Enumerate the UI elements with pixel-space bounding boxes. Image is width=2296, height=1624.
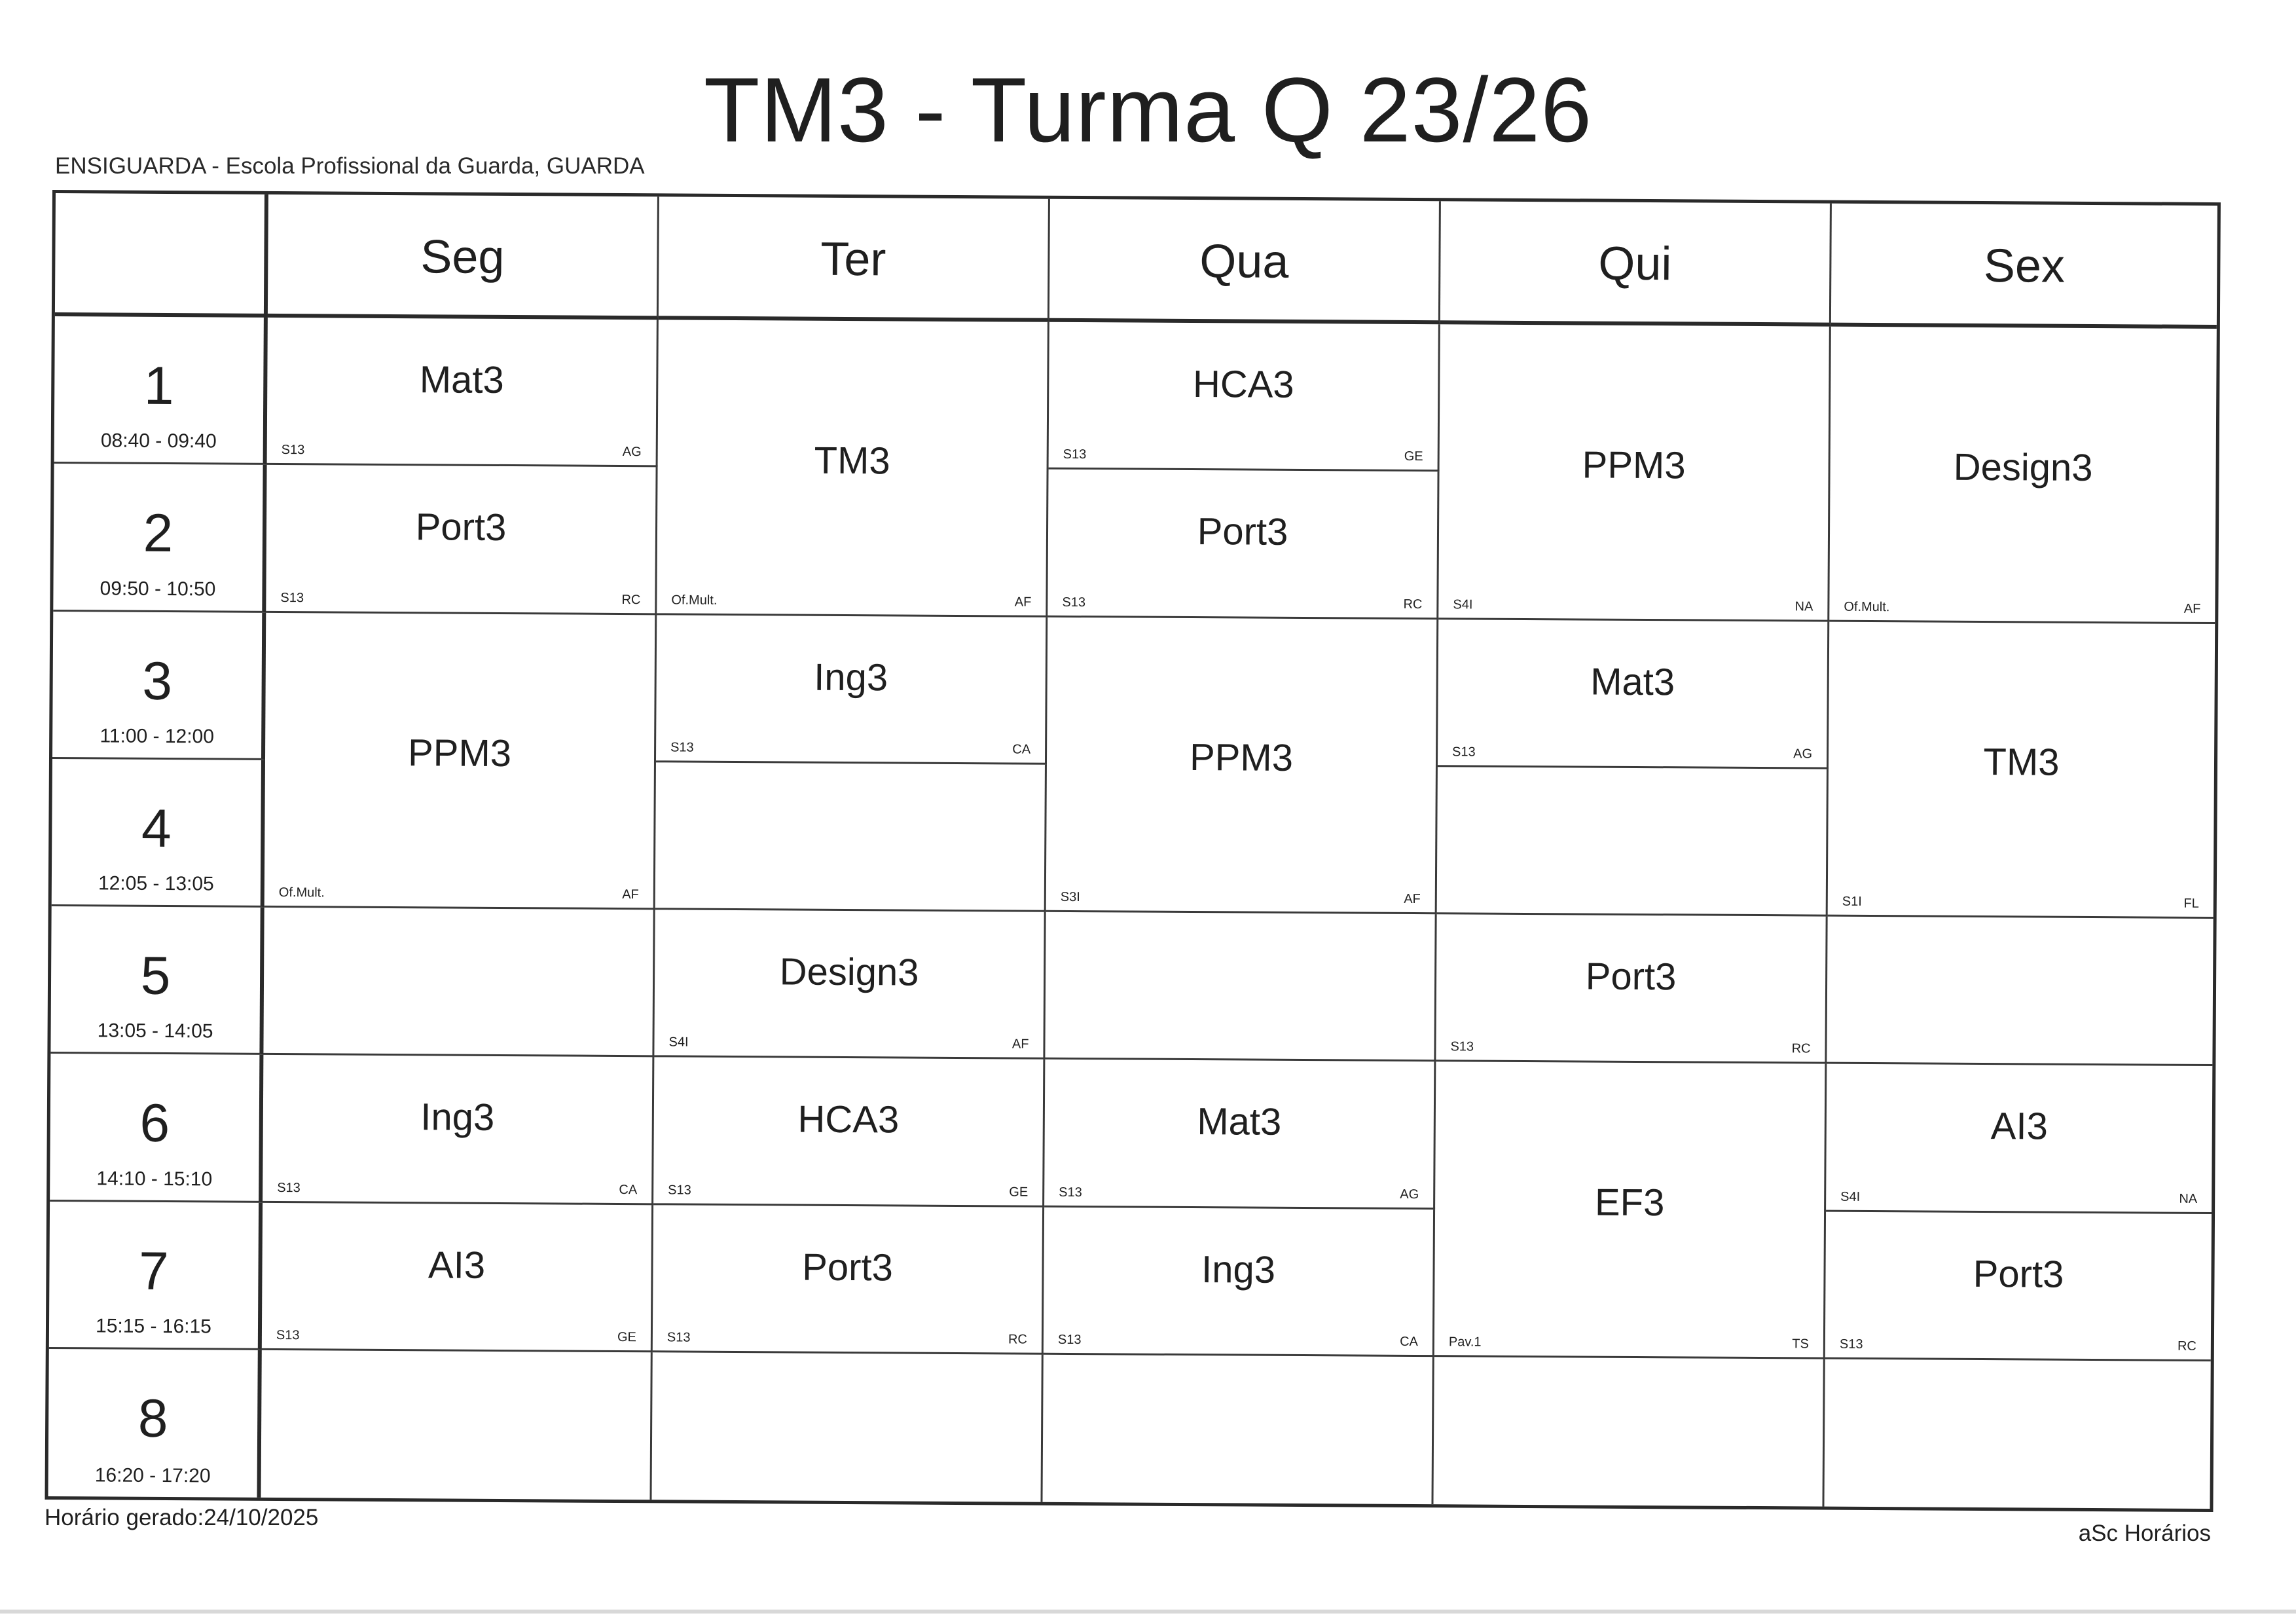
lesson-cell [263,1055,654,1205]
period-number: 2 [143,504,173,564]
lesson-cell [1434,1061,1827,1359]
room-code: S13 [277,1180,301,1195]
lesson-cell [657,320,1049,617]
subject-name: Ing3 [1201,1247,1276,1291]
room-code: Of.Mult. [1844,599,1890,614]
room-code: S3I [1060,889,1080,905]
software-credit: aSc Horários [2078,1521,2211,1546]
room-code: S13 [1839,1337,1863,1352]
room-code: S13 [1452,745,1476,760]
room-code: S13 [1450,1039,1474,1054]
lesson-cell [1825,1211,2212,1361]
corner-cell [55,193,268,318]
period-time: 08:40 - 09:40 [100,430,217,452]
empty-cell [261,1350,653,1500]
generated-date: Horário gerado:24/10/2025 [45,1505,319,1530]
room-code: Of.Mult. [278,885,325,900]
subject-name: Port3 [1585,955,1677,999]
subject-name: EF3 [1594,1181,1665,1225]
teacher-code: RC [621,592,641,607]
subject-name: Port3 [415,506,507,549]
subject-name: Port3 [1197,510,1288,554]
day-header [1831,204,2217,329]
subject-name: AI3 [428,1243,486,1287]
period-number: 3 [142,651,173,711]
room-code: Pav.1 [1448,1335,1482,1350]
day-header [659,196,1050,322]
room-code: S13 [668,1182,691,1198]
teacher-code: RC [1403,597,1423,612]
period-cell [48,1349,262,1498]
subject-name: PPM3 [1582,443,1686,487]
lesson-cell [1044,1207,1435,1357]
subject-name: Mat3 [1197,1100,1282,1144]
timetable-grid [45,190,2220,1512]
empty-cell [1045,912,1436,1062]
lesson-cell [1438,619,1829,769]
room-code: S13 [276,1327,300,1342]
lesson-cell [1048,470,1439,619]
period-number: 1 [143,356,174,416]
subject-name: Ing3 [814,655,888,699]
teacher-code: GE [1404,449,1423,464]
teacher-code: AF [1404,891,1421,907]
page-title: TM3 - Turma Q 23/26 [703,58,1593,161]
period-cell [50,1054,263,1202]
subject-name: Port3 [802,1246,894,1289]
empty-cell [1437,767,1829,917]
teacher-code: CA [1012,742,1031,757]
lesson-cell [1049,322,1440,472]
school-name: ENSIGUARDA - Escola Profissional da Guarda, GUARDA [55,153,645,179]
teacher-code: RC [2177,1338,2196,1354]
room-code: Of.Mult. [671,592,718,608]
subject-name: Port3 [1973,1252,2064,1296]
teacher-code: AF [2183,601,2201,616]
subject-name: PPM3 [1189,736,1294,780]
period-cell [52,612,266,760]
day-name: Qui [1598,237,1672,291]
scan-edge-line [0,1610,2296,1614]
lesson-cell [1044,1060,1436,1209]
lesson-cell [267,318,659,468]
day-name: Ter [820,232,886,286]
room-code: S13 [670,740,694,755]
empty-cell [655,762,1047,912]
period-number: 4 [141,798,172,858]
room-code: S13 [1059,1185,1082,1200]
lesson-cell [653,1058,1045,1208]
empty-cell [651,1352,1043,1502]
empty-cell [1827,917,2213,1067]
teacher-code: CA [619,1182,638,1197]
day-name: Sex [1983,239,2066,293]
subject-name: HCA3 [1192,363,1294,407]
period-number: 6 [139,1094,170,1154]
empty-cell [1433,1357,1825,1507]
period-cell [50,906,264,1055]
period-cell [49,1202,263,1350]
subject-name: AI3 [1990,1105,2049,1148]
teacher-code: NA [2179,1191,2198,1206]
empty-cell [263,908,655,1058]
teacher-code: GE [617,1329,636,1344]
room-code: S13 [281,443,305,458]
room-code: S13 [280,590,304,605]
subject-name: TM3 [814,439,890,483]
teacher-code: TS [1792,1337,1809,1352]
subject-name: Design3 [779,950,919,994]
period-number: 7 [138,1241,170,1301]
period-time: 13:05 - 14:05 [97,1020,213,1043]
teacher-code: NA [1795,599,1813,614]
day-header [268,194,659,320]
day-name: Qua [1199,235,1289,288]
room-code: S13 [666,1330,691,1345]
subject-name: PPM3 [407,731,512,775]
room-code: S13 [1062,595,1086,610]
room-code: S4I [1453,597,1473,612]
day-header [1049,199,1441,324]
teacher-code: GE [1009,1184,1029,1200]
room-code: S4I [1840,1189,1861,1204]
lesson-cell [653,1205,1044,1355]
lesson-cell [654,910,1046,1060]
subject-name: Mat3 [419,358,504,402]
period-time: 15:15 - 16:15 [96,1315,212,1338]
teacher-code: AG [622,445,642,460]
period-time: 09:50 - 10:50 [100,577,216,600]
teacher-code: RC [1791,1041,1811,1056]
period-number: 8 [137,1388,168,1449]
teacher-code: AF [622,887,639,902]
teacher-code: CA [1400,1334,1418,1349]
period-cell [52,759,265,908]
subject-name: HCA3 [797,1098,900,1141]
teacher-code: AG [1793,747,1813,762]
empty-cell [1042,1354,1434,1504]
period-cell [54,316,268,465]
lesson-cell [1046,617,1439,914]
lesson-cell [262,1202,653,1352]
period-number: 5 [140,946,171,1006]
day-name: Seg [420,231,505,284]
lesson-cell [1436,914,1827,1064]
teacher-code: AF [1014,594,1032,610]
room-code: S13 [1057,1332,1082,1347]
lesson-cell [1826,1064,2212,1214]
subject-name: Ing3 [420,1096,495,1139]
subject-name: Mat3 [1590,660,1675,703]
subject-name: Design3 [1953,445,2093,489]
lesson-cell [1828,621,2215,919]
room-code: S1I [1842,894,1862,909]
lesson-cell [656,615,1048,765]
period-time: 14:10 - 15:10 [96,1167,213,1190]
lesson-cell [266,465,657,615]
room-code: S4I [668,1035,689,1050]
teacher-code: AG [1400,1187,1419,1202]
lesson-cell [1829,327,2217,624]
teacher-code: RC [1008,1332,1027,1347]
teacher-code: AF [1011,1037,1029,1052]
period-cell [53,464,266,612]
teacher-code: FL [2183,896,2199,911]
subject-name: TM3 [1983,741,2060,784]
empty-cell [1824,1359,2210,1509]
day-header [1440,201,1832,326]
period-time: 11:00 - 12:00 [100,725,215,748]
period-time: 12:05 - 13:05 [98,872,214,895]
room-code: S13 [1063,447,1087,462]
period-time: 16:20 - 17:20 [94,1464,211,1487]
lesson-cell [264,612,657,910]
lesson-cell [1438,324,1831,621]
